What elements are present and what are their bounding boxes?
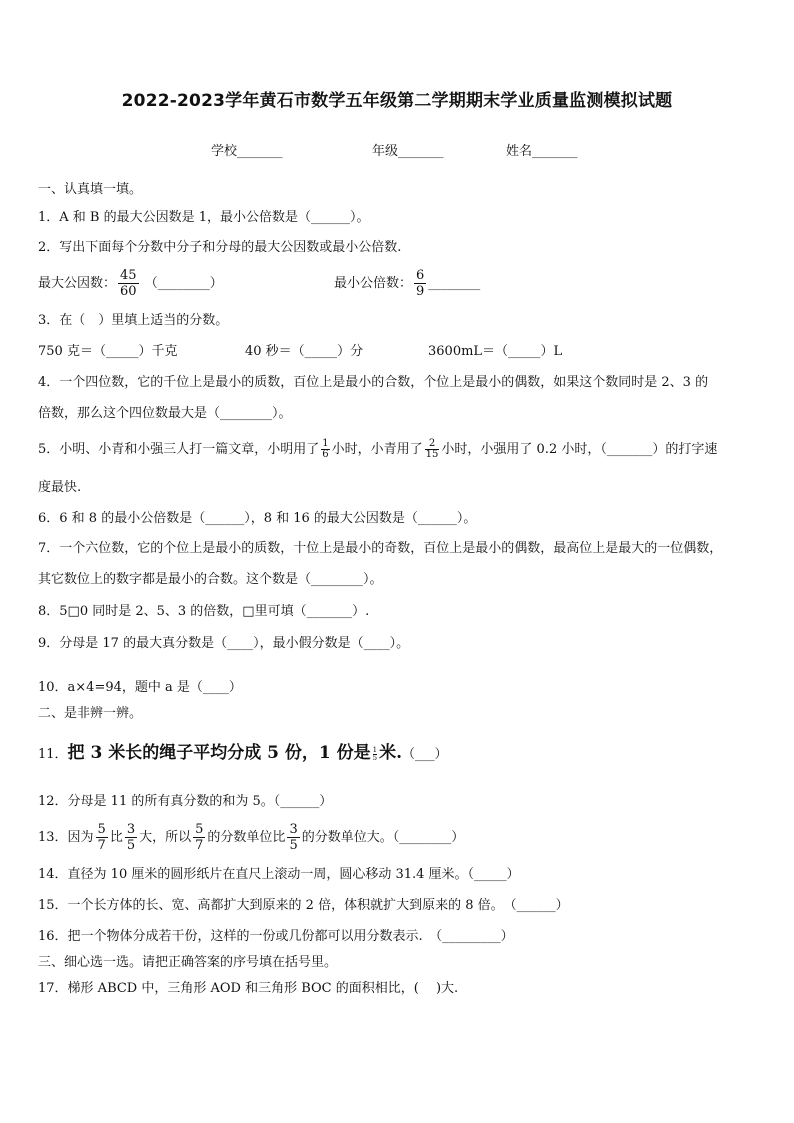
numerator: 6 <box>416 268 425 283</box>
question-11 <box>38 740 448 768</box>
question-2: 2．写出下面每个分数中分子和分母的最大公因数或最小公倍数. <box>38 240 402 255</box>
numerator: 2 <box>425 439 440 450</box>
q5-text-3: 小时，小强用了 0.2 小时，（_______）的打字速 <box>441 442 718 457</box>
gcd-label: 最大公因数： <box>38 276 117 291</box>
q11-number: 11． <box>38 747 68 762</box>
question-7-line-1: 7．一个六位数，它的个位上是最小的质数，十位上是最小的奇数，百位上是最小的偶数，最高位上是最大的一位偶数， <box>38 541 723 556</box>
q5-text-2: 小时，小青用了 <box>331 442 423 457</box>
question-2-lcm <box>334 266 480 302</box>
question-13 <box>38 820 464 856</box>
question-9: 9．分母是 17 的最大真分数是（____），最小假分数是（____）。 <box>38 636 410 651</box>
fraction-1-5 <box>373 747 377 762</box>
section-3-heading: 三、细心选一选。请把正确答案的序号填在括号里。 <box>38 955 338 970</box>
numerator: 3 <box>289 822 298 837</box>
q13-text-3: 大，所以 <box>139 830 192 845</box>
name-field: 姓名_______ <box>506 144 578 159</box>
fraction-1-6 <box>321 439 329 460</box>
question-3b: 40 秒＝（_____）分 <box>245 344 364 359</box>
q13-text-1: 13．因为 <box>38 830 94 845</box>
q13-text-5: 的分数单位大。（________） <box>301 830 465 845</box>
question-3a: 750 克＝（_____）千克 <box>38 344 178 359</box>
denominator: 5 <box>372 754 378 762</box>
fraction-6-9 <box>414 268 426 299</box>
answer-blank: （___） <box>402 747 448 762</box>
fraction-5-7 <box>193 822 205 853</box>
section-1-heading: 一、认真填一填。 <box>38 182 143 197</box>
page-title: 2022-2023学年黄石市数学五年级第二学期期末学业质量监测模拟试题 <box>121 91 673 111</box>
question-14: 14．直径为 10 厘米的圆形纸片在直尺上滚动一周，圆心移动 31.4 厘米。（_____） <box>38 867 520 882</box>
question-1: 1．A 和 B 的最大公因数是 1，最小公倍数是（______）。 <box>38 210 370 225</box>
question-17: 17．梯形 ABCD 中，三角形 AOD 和三角形 BOC 的面积相比，( )大. <box>38 981 459 996</box>
q13-text-2: 比 <box>109 830 123 845</box>
question-4-line-1: 4．一个四位数，它的千位上是最小的质数，百位上是最小的合数，个位上是最小的偶数，如果这个数同时是 2、3 的 <box>38 375 709 390</box>
numerator: 1 <box>372 746 378 754</box>
question-5 <box>38 432 717 468</box>
numerator: 5 <box>195 822 204 837</box>
denominator: 7 <box>97 838 106 853</box>
numerator: 45 <box>120 268 137 283</box>
question-7-line-2: 其它数位上的数字都是最小的合数。这个数是（________）。 <box>38 572 383 587</box>
numerator: 1 <box>322 438 329 449</box>
denominator: 5 <box>126 838 136 853</box>
answer-blank: ________ <box>428 276 481 291</box>
question-8: 8．5□0 同时是 2、5、3 的倍数，□里可填（_______）. <box>38 604 370 619</box>
denominator: 9 <box>416 284 425 299</box>
lcm-label: 最小公倍数： <box>334 276 413 291</box>
denominator: 15 <box>425 449 439 460</box>
fraction-2-15 <box>425 439 440 460</box>
numerator: 3 <box>126 822 136 837</box>
denominator: 60 <box>120 284 137 299</box>
numerator: 5 <box>97 822 106 837</box>
section-2-heading: 二、是非辨一辨。 <box>38 706 143 721</box>
fraction-5-7 <box>96 822 108 853</box>
q11-text-2: 米. <box>379 743 403 763</box>
question-6: 6．6 和 8 的最小公倍数是（______），8 和 16 的最大公因数是（______）。 <box>38 511 477 526</box>
question-4-line-2: 倍数，那么这个四位数最大是（________）。 <box>38 406 292 421</box>
answer-blank: （________） <box>144 276 223 291</box>
question-3c: 3600mL＝（_____）L <box>428 344 563 359</box>
fraction-45-60 <box>118 268 139 299</box>
question-10: 10．a×4=94，题中 a 是（____） <box>38 680 242 695</box>
fraction-3-5 <box>125 822 137 853</box>
fraction-3-5 <box>287 822 299 853</box>
denominator: 6 <box>322 449 329 460</box>
q13-text-4: 的分数单位比 <box>207 830 286 845</box>
q5-text-1: 5．小明、小青和小强三人打一篇文章，小明用了 <box>38 442 320 457</box>
question-2-gcd <box>38 266 223 302</box>
question-3: 3．在（ ）里填上适当的分数。 <box>38 313 229 328</box>
question-16: 16．把一个物体分成若干份，这样的一份或几份都可以用分数表示. （_________） <box>38 929 514 944</box>
question-5-line-2: 度最快. <box>38 480 82 495</box>
school-field: 学校_______ <box>211 144 283 159</box>
denominator: 7 <box>195 838 204 853</box>
q11-text-1: 把 3 米长的绳子平均分成 5 份，1 份是 <box>67 743 371 763</box>
denominator: 5 <box>289 838 298 853</box>
grade-field: 年级_______ <box>372 144 444 159</box>
question-15: 15．一个长方体的长、宽、高都扩大到原来的 2 倍，体积就扩大到原来的 8 倍。 （______） <box>38 898 569 913</box>
question-12: 12．分母是 11 的所有真分数的和为 5。（______） <box>38 794 333 809</box>
